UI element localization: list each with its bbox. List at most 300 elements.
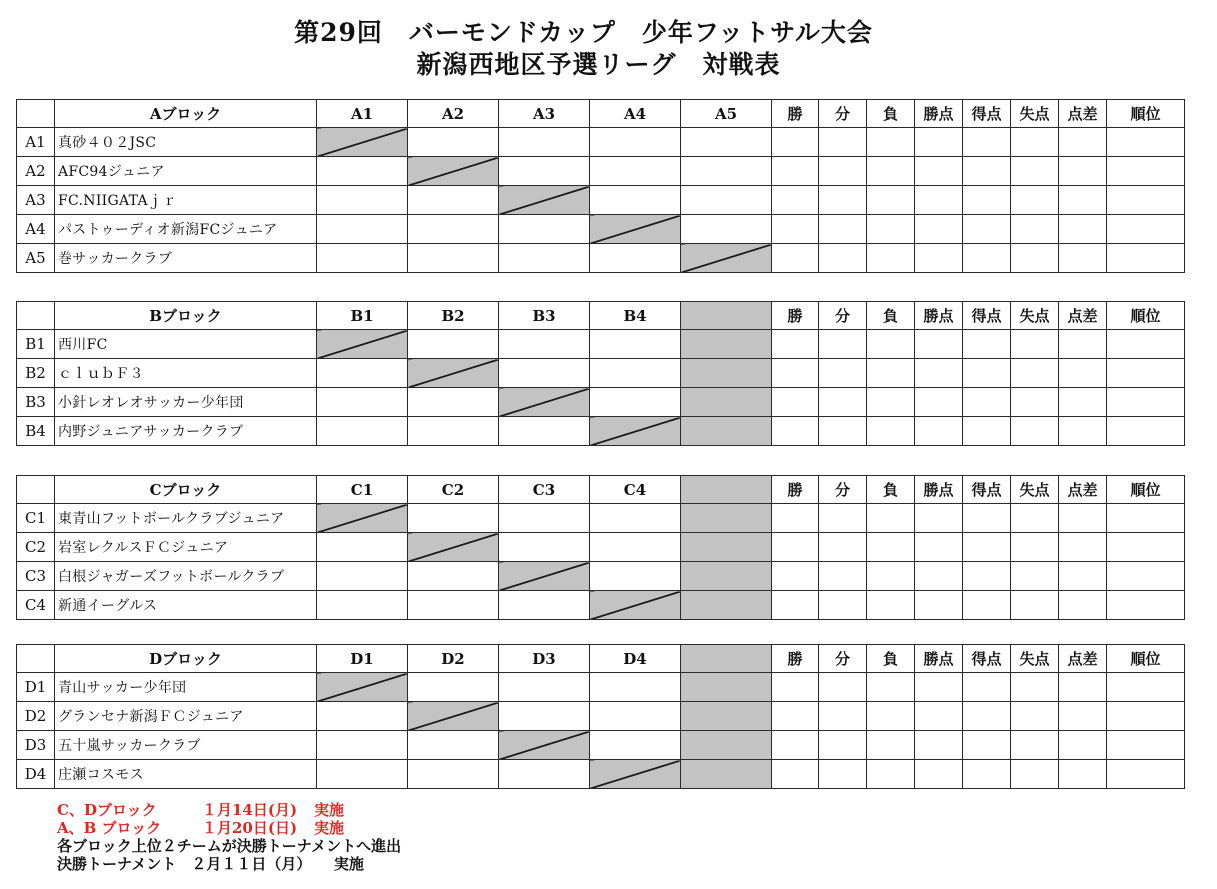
- stat-cell[interactable]: [1059, 157, 1107, 186]
- stat-cell[interactable]: [867, 157, 915, 186]
- stat-cell[interactable]: [867, 673, 915, 702]
- stat-header: 得点: [963, 100, 1011, 128]
- stat-cell[interactable]: [1059, 128, 1107, 157]
- stat-cell[interactable]: [915, 702, 963, 731]
- unused-column: [681, 731, 772, 760]
- stat-cell[interactable]: [819, 533, 867, 562]
- note-final-tournament: 決勝トーナメント ２月１１日（月） 実施: [57, 855, 364, 873]
- stat-cell[interactable]: [1059, 533, 1107, 562]
- stat-cell[interactable]: [915, 760, 963, 789]
- team-name: 新通イーグルス: [55, 591, 317, 620]
- stat-cell[interactable]: [1059, 504, 1107, 533]
- result-cell[interactable]: [408, 417, 499, 446]
- stat-cell[interactable]: [915, 731, 963, 760]
- team-row: [17, 388, 1185, 417]
- team-name: 白根ジャガーズフットボールクラブ: [55, 562, 317, 591]
- team-code: C1: [17, 504, 55, 533]
- result-cell[interactable]: [317, 731, 408, 760]
- stat-cell[interactable]: [915, 673, 963, 702]
- result-cell[interactable]: [317, 417, 408, 446]
- stat-cell[interactable]: [867, 128, 915, 157]
- stat-cell[interactable]: [963, 702, 1011, 731]
- stat-cell[interactable]: [819, 591, 867, 620]
- opponent-column-header: C2: [408, 476, 499, 504]
- stat-cell[interactable]: [819, 760, 867, 789]
- stat-cell[interactable]: [819, 702, 867, 731]
- stat-cell[interactable]: [1059, 731, 1107, 760]
- result-cell[interactable]: [681, 128, 772, 157]
- result-cell[interactable]: [317, 359, 408, 388]
- result-cell[interactable]: [499, 591, 590, 620]
- unused-column: [681, 417, 772, 446]
- self-match-cell: [317, 330, 408, 359]
- stat-cell[interactable]: [963, 533, 1011, 562]
- stat-cell[interactable]: [915, 562, 963, 591]
- note-advancement: 各ブロック上位２チームが決勝トーナメントへ進出: [57, 837, 402, 855]
- stat-cell[interactable]: [819, 215, 867, 244]
- opponent-column-header: B1: [317, 302, 408, 330]
- stat-cell[interactable]: [1107, 244, 1185, 273]
- stat-header: 失点: [1011, 302, 1059, 330]
- note-block-label: C、Dブロック: [57, 801, 157, 819]
- team-name: 岩室レクルスＦＣジュニア: [55, 533, 317, 562]
- result-cell[interactable]: [590, 504, 681, 533]
- team-row: [17, 760, 1185, 789]
- stat-cell[interactable]: [1011, 215, 1059, 244]
- stat-cell[interactable]: [963, 186, 1011, 215]
- team-code: A2: [17, 157, 55, 186]
- opponent-column-header: B3: [499, 302, 590, 330]
- note-block-label: A、B ブロック: [57, 819, 162, 837]
- result-cell[interactable]: [499, 244, 590, 273]
- stat-cell[interactable]: [819, 388, 867, 417]
- result-cell[interactable]: [499, 702, 590, 731]
- result-cell[interactable]: [499, 330, 590, 359]
- stat-cell[interactable]: [1011, 673, 1059, 702]
- unused-column: [681, 476, 772, 504]
- stat-cell[interactable]: [772, 760, 819, 789]
- corner-cell: [17, 476, 55, 504]
- stat-cell[interactable]: [1011, 388, 1059, 417]
- result-cell[interactable]: [408, 330, 499, 359]
- corner-cell: [17, 302, 55, 330]
- result-cell[interactable]: [317, 562, 408, 591]
- opponent-column-header: B2: [408, 302, 499, 330]
- stat-cell[interactable]: [915, 359, 963, 388]
- result-cell[interactable]: [499, 533, 590, 562]
- stat-cell[interactable]: [1011, 157, 1059, 186]
- stat-cell[interactable]: [819, 128, 867, 157]
- stat-cell[interactable]: [772, 417, 819, 446]
- result-cell[interactable]: [317, 591, 408, 620]
- stat-cell[interactable]: [867, 731, 915, 760]
- stat-header: 順位: [1107, 100, 1185, 128]
- opponent-column-header: A4: [590, 100, 681, 128]
- stat-cell[interactable]: [963, 359, 1011, 388]
- stat-cell[interactable]: [819, 244, 867, 273]
- stat-cell[interactable]: [963, 244, 1011, 273]
- stat-header: 分: [819, 302, 867, 330]
- unused-column: [681, 302, 772, 330]
- stat-cell[interactable]: [1059, 186, 1107, 215]
- stat-cell[interactable]: [772, 533, 819, 562]
- stat-cell[interactable]: [915, 186, 963, 215]
- stat-cell[interactable]: [1011, 186, 1059, 215]
- result-cell[interactable]: [499, 504, 590, 533]
- team-row: [17, 504, 1185, 533]
- stat-cell[interactable]: [1107, 359, 1185, 388]
- league-table-b: [16, 301, 1185, 446]
- stat-cell[interactable]: [963, 731, 1011, 760]
- self-match-cell: [499, 186, 590, 215]
- stat-header: 点差: [1059, 302, 1107, 330]
- opponent-column-header: D2: [408, 645, 499, 673]
- result-cell[interactable]: [590, 157, 681, 186]
- stat-cell[interactable]: [1059, 673, 1107, 702]
- stat-cell[interactable]: [1107, 702, 1185, 731]
- stat-cell[interactable]: [1011, 504, 1059, 533]
- self-match-cell: [590, 760, 681, 789]
- stat-cell[interactable]: [1107, 504, 1185, 533]
- stat-cell[interactable]: [867, 760, 915, 789]
- note-date: １月20日(日): [202, 819, 298, 837]
- team-name: AFC94ジュニア: [55, 157, 317, 186]
- result-cell[interactable]: [317, 244, 408, 273]
- stat-cell[interactable]: [1011, 128, 1059, 157]
- stat-cell[interactable]: [867, 702, 915, 731]
- stat-cell[interactable]: [867, 186, 915, 215]
- team-name: 巻サッカークラブ: [55, 244, 317, 273]
- result-cell[interactable]: [681, 215, 772, 244]
- result-cell[interactable]: [590, 244, 681, 273]
- header-row: [17, 645, 1185, 673]
- unused-column: [681, 330, 772, 359]
- opponent-column-header: A5: [681, 100, 772, 128]
- stat-cell[interactable]: [915, 504, 963, 533]
- team-name: 小針レオレオサッカー少年団: [55, 388, 317, 417]
- corner-cell: [17, 100, 55, 128]
- result-cell[interactable]: [681, 157, 772, 186]
- stat-cell[interactable]: [1011, 731, 1059, 760]
- unused-column: [681, 533, 772, 562]
- stat-header: 分: [819, 476, 867, 504]
- team-row: [17, 562, 1185, 591]
- stat-cell[interactable]: [867, 244, 915, 273]
- stat-cell[interactable]: [819, 157, 867, 186]
- result-cell[interactable]: [317, 157, 408, 186]
- result-cell[interactable]: [590, 330, 681, 359]
- stat-cell[interactable]: [772, 244, 819, 273]
- opponent-column-header: C3: [499, 476, 590, 504]
- stat-cell[interactable]: [1059, 359, 1107, 388]
- stat-cell[interactable]: [772, 186, 819, 215]
- stat-cell[interactable]: [772, 388, 819, 417]
- document-title: 第29回 バーモンドカップ 少年フットサル大会: [294, 18, 873, 47]
- stat-cell[interactable]: [819, 673, 867, 702]
- stat-cell[interactable]: [772, 128, 819, 157]
- stat-cell[interactable]: [1059, 417, 1107, 446]
- stat-cell[interactable]: [915, 533, 963, 562]
- stat-cell[interactable]: [819, 504, 867, 533]
- result-cell[interactable]: [317, 186, 408, 215]
- stat-cell[interactable]: [1107, 673, 1185, 702]
- stat-cell[interactable]: [915, 591, 963, 620]
- team-code: A5: [17, 244, 55, 273]
- team-code: D2: [17, 702, 55, 731]
- stat-cell[interactable]: [867, 359, 915, 388]
- stat-cell[interactable]: [772, 591, 819, 620]
- team-row: [17, 157, 1185, 186]
- note-schedule-ab: [57, 819, 401, 837]
- stat-cell[interactable]: [963, 330, 1011, 359]
- stat-header: 得点: [963, 302, 1011, 330]
- result-cell[interactable]: [317, 760, 408, 789]
- document-subtitle: 新潟西地区予選リーグ 対戦表: [416, 50, 781, 79]
- stat-cell[interactable]: [772, 359, 819, 388]
- result-cell[interactable]: [317, 533, 408, 562]
- team-row: [17, 417, 1185, 446]
- team-row: [17, 673, 1185, 702]
- self-match-cell: [499, 562, 590, 591]
- stat-cell[interactable]: [1107, 157, 1185, 186]
- stat-cell[interactable]: [963, 417, 1011, 446]
- stat-cell[interactable]: [915, 330, 963, 359]
- stat-cell[interactable]: [915, 244, 963, 273]
- stat-cell[interactable]: [1059, 244, 1107, 273]
- stat-cell[interactable]: [963, 562, 1011, 591]
- result-cell[interactable]: [590, 388, 681, 417]
- stat-cell[interactable]: [1107, 533, 1185, 562]
- opponent-column-header: A2: [408, 100, 499, 128]
- stat-cell[interactable]: [1011, 760, 1059, 789]
- stat-cell[interactable]: [963, 504, 1011, 533]
- stat-cell[interactable]: [1107, 186, 1185, 215]
- stat-cell[interactable]: [867, 417, 915, 446]
- self-match-cell: [408, 702, 499, 731]
- self-match-cell: [408, 359, 499, 388]
- league-table-a: [16, 99, 1185, 273]
- stat-cell[interactable]: [1107, 760, 1185, 789]
- team-name: 内野ジュニアサッカークラブ: [55, 417, 317, 446]
- result-cell[interactable]: [408, 215, 499, 244]
- stat-cell[interactable]: [1011, 359, 1059, 388]
- block-name: Cブロック: [55, 476, 317, 504]
- result-cell[interactable]: [408, 504, 499, 533]
- result-cell[interactable]: [590, 673, 681, 702]
- stat-cell[interactable]: [772, 731, 819, 760]
- league-table-d: [16, 644, 1185, 789]
- stat-cell[interactable]: [867, 388, 915, 417]
- result-cell[interactable]: [317, 388, 408, 417]
- team-name: 青山サッカー少年団: [55, 673, 317, 702]
- stat-cell[interactable]: [819, 562, 867, 591]
- stat-cell[interactable]: [1011, 702, 1059, 731]
- stat-cell[interactable]: [772, 330, 819, 359]
- stat-cell[interactable]: [1107, 388, 1185, 417]
- stat-cell[interactable]: [867, 504, 915, 533]
- stat-cell[interactable]: [963, 128, 1011, 157]
- stat-cell[interactable]: [1059, 330, 1107, 359]
- stat-cell[interactable]: [963, 157, 1011, 186]
- result-cell[interactable]: [408, 591, 499, 620]
- self-match-cell: [408, 533, 499, 562]
- team-name: パストゥーディオ新潟FCジュニア: [55, 215, 317, 244]
- stat-cell[interactable]: [1059, 215, 1107, 244]
- stat-cell[interactable]: [819, 330, 867, 359]
- result-cell[interactable]: [408, 673, 499, 702]
- opponent-column-header: A1: [317, 100, 408, 128]
- team-code: B2: [17, 359, 55, 388]
- stat-cell[interactable]: [1059, 591, 1107, 620]
- stat-cell[interactable]: [963, 591, 1011, 620]
- stat-cell[interactable]: [1107, 128, 1185, 157]
- opponent-column-header: D4: [590, 645, 681, 673]
- stat-cell[interactable]: [963, 760, 1011, 789]
- team-row: [17, 533, 1185, 562]
- team-row: [17, 186, 1185, 215]
- result-cell[interactable]: [499, 760, 590, 789]
- stat-header: 得点: [963, 645, 1011, 673]
- result-cell[interactable]: [408, 244, 499, 273]
- stat-cell[interactable]: [772, 215, 819, 244]
- stat-cell[interactable]: [1011, 591, 1059, 620]
- stat-cell[interactable]: [1107, 562, 1185, 591]
- stat-cell[interactable]: [1011, 330, 1059, 359]
- team-code: A3: [17, 186, 55, 215]
- team-code: B3: [17, 388, 55, 417]
- stat-cell[interactable]: [963, 388, 1011, 417]
- result-cell[interactable]: [408, 731, 499, 760]
- result-cell[interactable]: [317, 702, 408, 731]
- stat-cell[interactable]: [915, 417, 963, 446]
- stat-cell[interactable]: [867, 591, 915, 620]
- result-cell[interactable]: [408, 186, 499, 215]
- team-code: D4: [17, 760, 55, 789]
- stat-cell[interactable]: [1011, 417, 1059, 446]
- stat-cell[interactable]: [915, 128, 963, 157]
- team-code: B1: [17, 330, 55, 359]
- stat-header: 点差: [1059, 100, 1107, 128]
- note-status: 実施: [314, 819, 345, 837]
- stat-cell[interactable]: [1011, 562, 1059, 591]
- stat-header: 負: [867, 645, 915, 673]
- stat-cell[interactable]: [915, 215, 963, 244]
- stat-cell[interactable]: [1011, 244, 1059, 273]
- stat-header: 順位: [1107, 302, 1185, 330]
- self-match-cell: [590, 417, 681, 446]
- unused-column: [681, 504, 772, 533]
- result-cell[interactable]: [499, 157, 590, 186]
- stat-cell[interactable]: [1107, 215, 1185, 244]
- team-name: 庄瀬コスモス: [55, 760, 317, 789]
- stat-cell[interactable]: [819, 731, 867, 760]
- stat-cell[interactable]: [867, 215, 915, 244]
- stat-cell[interactable]: [819, 359, 867, 388]
- note-schedule-cd: [57, 801, 401, 819]
- stat-cell[interactable]: [1107, 591, 1185, 620]
- result-cell[interactable]: [590, 186, 681, 215]
- stat-cell[interactable]: [772, 157, 819, 186]
- opponent-column-header: C4: [590, 476, 681, 504]
- stat-header: 勝点: [915, 476, 963, 504]
- team-code: C3: [17, 562, 55, 591]
- stat-cell[interactable]: [867, 533, 915, 562]
- stat-header: 勝点: [915, 302, 963, 330]
- result-cell[interactable]: [590, 128, 681, 157]
- unused-column: [681, 702, 772, 731]
- stat-cell[interactable]: [819, 417, 867, 446]
- stat-cell[interactable]: [1059, 760, 1107, 789]
- self-match-cell: [499, 388, 590, 417]
- result-cell[interactable]: [317, 215, 408, 244]
- stat-cell[interactable]: [915, 388, 963, 417]
- stat-cell[interactable]: [772, 562, 819, 591]
- stat-header: 順位: [1107, 645, 1185, 673]
- stat-cell[interactable]: [1059, 388, 1107, 417]
- stat-cell[interactable]: [1011, 533, 1059, 562]
- result-cell[interactable]: [590, 359, 681, 388]
- result-cell[interactable]: [408, 562, 499, 591]
- stat-cell[interactable]: [915, 157, 963, 186]
- stat-cell[interactable]: [963, 215, 1011, 244]
- result-cell[interactable]: [590, 702, 681, 731]
- stat-cell[interactable]: [867, 330, 915, 359]
- unused-column: [681, 591, 772, 620]
- opponent-column-header: D1: [317, 645, 408, 673]
- stat-header: 順位: [1107, 476, 1185, 504]
- league-table-c: [16, 475, 1185, 620]
- result-cell[interactable]: [590, 562, 681, 591]
- result-cell[interactable]: [408, 128, 499, 157]
- stat-header: 勝点: [915, 100, 963, 128]
- self-match-cell: [590, 591, 681, 620]
- result-cell[interactable]: [499, 215, 590, 244]
- result-cell[interactable]: [590, 533, 681, 562]
- stat-cell[interactable]: [772, 673, 819, 702]
- result-cell[interactable]: [408, 760, 499, 789]
- stat-header: 勝: [772, 100, 819, 128]
- unused-column: [681, 562, 772, 591]
- stat-cell[interactable]: [867, 562, 915, 591]
- result-cell[interactable]: [499, 359, 590, 388]
- result-cell[interactable]: [681, 186, 772, 215]
- team-code: D1: [17, 673, 55, 702]
- header-row: [17, 100, 1185, 128]
- stat-cell[interactable]: [819, 186, 867, 215]
- stat-cell[interactable]: [772, 702, 819, 731]
- stat-header: 失点: [1011, 645, 1059, 673]
- stat-cell[interactable]: [772, 504, 819, 533]
- result-cell[interactable]: [408, 388, 499, 417]
- note-date: １月14日(月): [202, 801, 298, 819]
- stat-cell[interactable]: [1107, 330, 1185, 359]
- self-match-cell: [681, 244, 772, 273]
- result-cell[interactable]: [590, 731, 681, 760]
- result-cell[interactable]: [499, 673, 590, 702]
- team-row: [17, 128, 1185, 157]
- stat-cell[interactable]: [1059, 702, 1107, 731]
- stat-header: 負: [867, 476, 915, 504]
- stat-cell[interactable]: [1059, 562, 1107, 591]
- stat-cell[interactable]: [963, 673, 1011, 702]
- result-cell[interactable]: [499, 417, 590, 446]
- team-code: A1: [17, 128, 55, 157]
- result-cell[interactable]: [499, 128, 590, 157]
- stat-header: 勝: [772, 476, 819, 504]
- stat-cell[interactable]: [1107, 417, 1185, 446]
- stat-cell[interactable]: [1107, 731, 1185, 760]
- self-match-cell: [317, 128, 408, 157]
